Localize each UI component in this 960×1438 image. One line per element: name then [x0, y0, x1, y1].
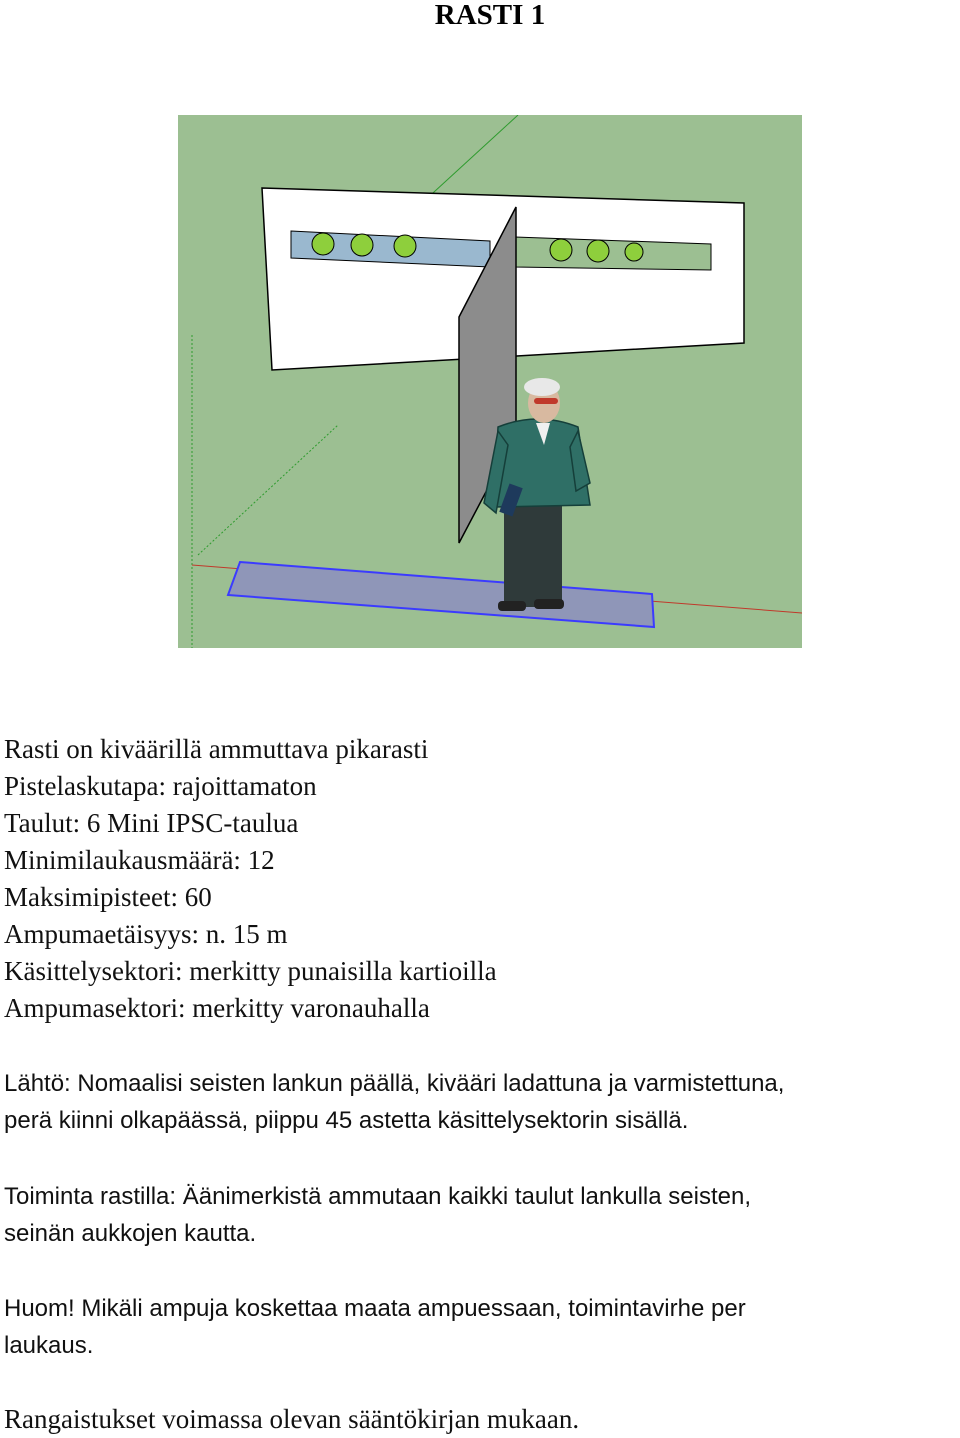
target-circle [625, 243, 643, 261]
spec-distance: Ampumaetäisyys: n. 15 m [4, 919, 288, 949]
spec-targets: Taulut: 6 Mini IPSC-taulua [4, 808, 299, 838]
spec-shooting-sector: Ampumasektori: merkitty varonauhalla [4, 993, 430, 1023]
action-line-1: Toiminta rastilla: Äänimerkistä ammutaan kaikki taulut lankulla seisten, [4, 1183, 751, 1210]
shooter-glasses [534, 398, 558, 404]
stage-illustration [178, 115, 802, 648]
green-axis-dashed [198, 425, 338, 555]
shooter-shoe [534, 599, 564, 609]
stage-procedure-paragraph [4, 1178, 960, 1252]
shooter-shoe [498, 601, 526, 611]
spec-handling-sector: Käsittelysektori: merkitty punaisilla kartioilla [4, 956, 497, 986]
start-line-2: perä kiinni olkapäässä, piippu 45 astetta käsittelysektorin sisällä. [4, 1107, 689, 1134]
action-line-2: seinän aukkojen kautta. [4, 1220, 257, 1247]
target-circle [550, 239, 572, 261]
shooting-plank [228, 562, 654, 627]
note-line-2: laukaus. [4, 1332, 94, 1359]
shooter-hair [524, 378, 560, 396]
target-circle [394, 235, 416, 257]
target-circle [312, 233, 334, 255]
stage-specs-list [4, 731, 497, 1027]
target-circle [351, 234, 373, 256]
start-position-paragraph [4, 1065, 960, 1139]
penalties-paragraph: Rangaistukset voimassa olevan sääntökirjan mukaan. [4, 1404, 580, 1434]
spec-min-rounds: Minimilaukausmäärä: 12 [4, 845, 275, 875]
spec-stage-type: Rasti on kiväärillä ammuttava pikarasti [4, 734, 429, 764]
start-line-1: Lähtö: Nomaalisi seisten lankun päällä, kivääri ladattuna ja varmistettuna, [4, 1070, 785, 1097]
spec-scoring: Pistelaskutapa: rajoittamaton [4, 771, 317, 801]
spec-max-points: Maksimipisteet: 60 [4, 882, 212, 912]
note-line-1: Huom! Mikäli ampuja koskettaa maata ampuessaan, toimintavirhe per [4, 1295, 746, 1322]
target-circle [587, 240, 609, 262]
page-title: RASTI 1 [434, 0, 546, 31]
note-paragraph [4, 1290, 960, 1364]
stage-scene [178, 115, 802, 648]
